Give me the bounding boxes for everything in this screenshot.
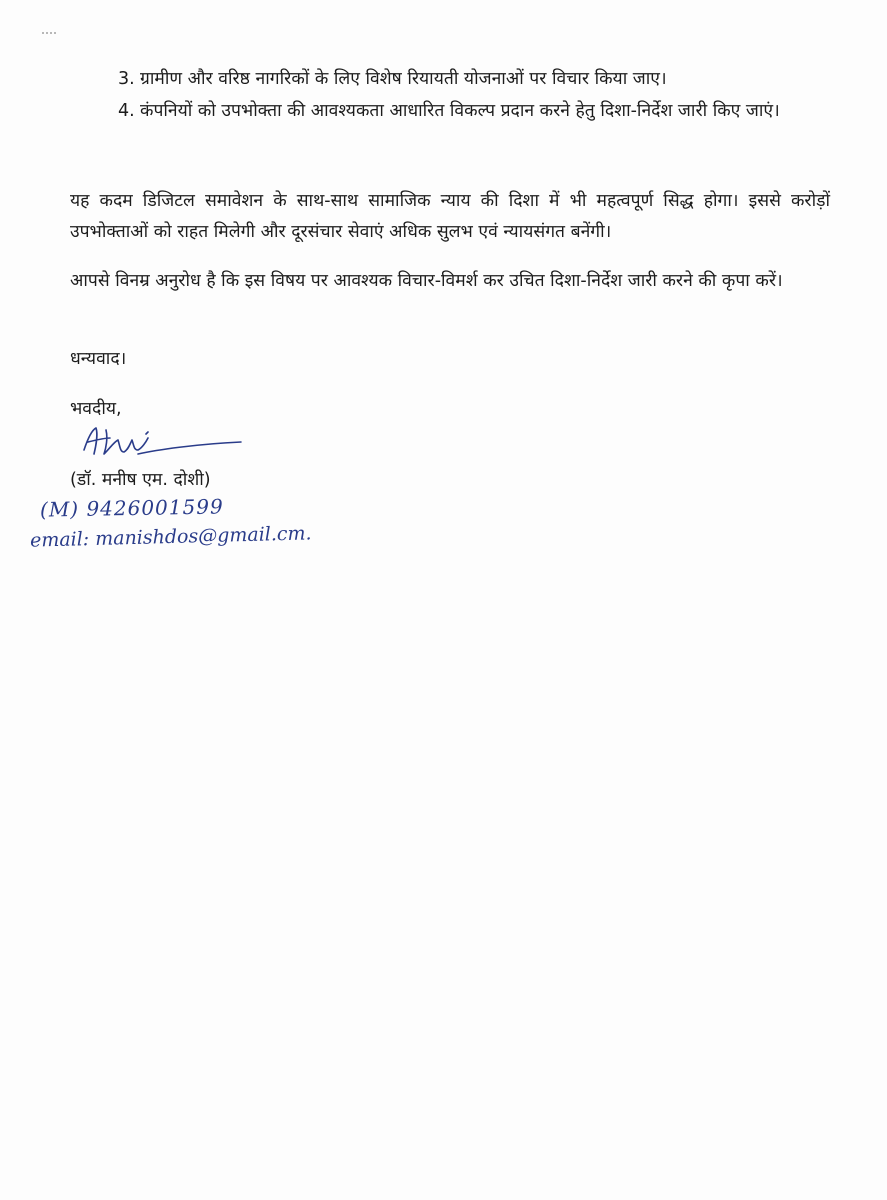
recommendation-list <box>118 64 833 128</box>
signature-icon <box>76 420 256 466</box>
thanks-line: धन्यवाद। <box>70 349 127 369</box>
handwritten-email: email: manishdos@gmail.cm. <box>29 522 312 552</box>
paragraph-request: आपसे विनम्र अनुरोध है कि इस विषय पर आवश्यक विचार-विमर्श कर उचित दिशा-निर्देश जारी करने की कृपा करें। <box>70 271 783 291</box>
scan-speck <box>42 32 56 37</box>
list-item-number: 4. <box>118 101 135 121</box>
closing-salutation: भवदीय, <box>70 399 122 419</box>
list-item-text: ग्रामीण और वरिष्ठ नागरिकों के लिए विशेष रियायती योजनाओं पर विचार किया जाए। <box>140 69 667 89</box>
handwritten-phone: (M) 9426001599 <box>39 494 224 522</box>
list-item-text: कंपनियों को उपभोक्ता की आवश्यकता आधारित विकल्प प्रदान करने हेतु दिशा-निर्देश जारी किए जाएं। <box>140 101 780 121</box>
signer-name: (डॉ. मनीष एम. दोशी) <box>70 470 211 490</box>
paragraph-impact: यह कदम डिजिटल समावेशन के साथ-साथ सामाजिक न्याय की दिशा में भी महत्वपूर्ण सिद्ध होगा। इससे करोड़ों उपभोक्ताओं को राहत मिलेगी और दूरसंचार सेवाएं अधिक सुलभ एवं न्यायसंगत बनेंगी। <box>70 191 830 242</box>
list-item <box>118 96 833 126</box>
list-item <box>118 64 833 94</box>
list-item-number: 3. <box>118 69 135 89</box>
